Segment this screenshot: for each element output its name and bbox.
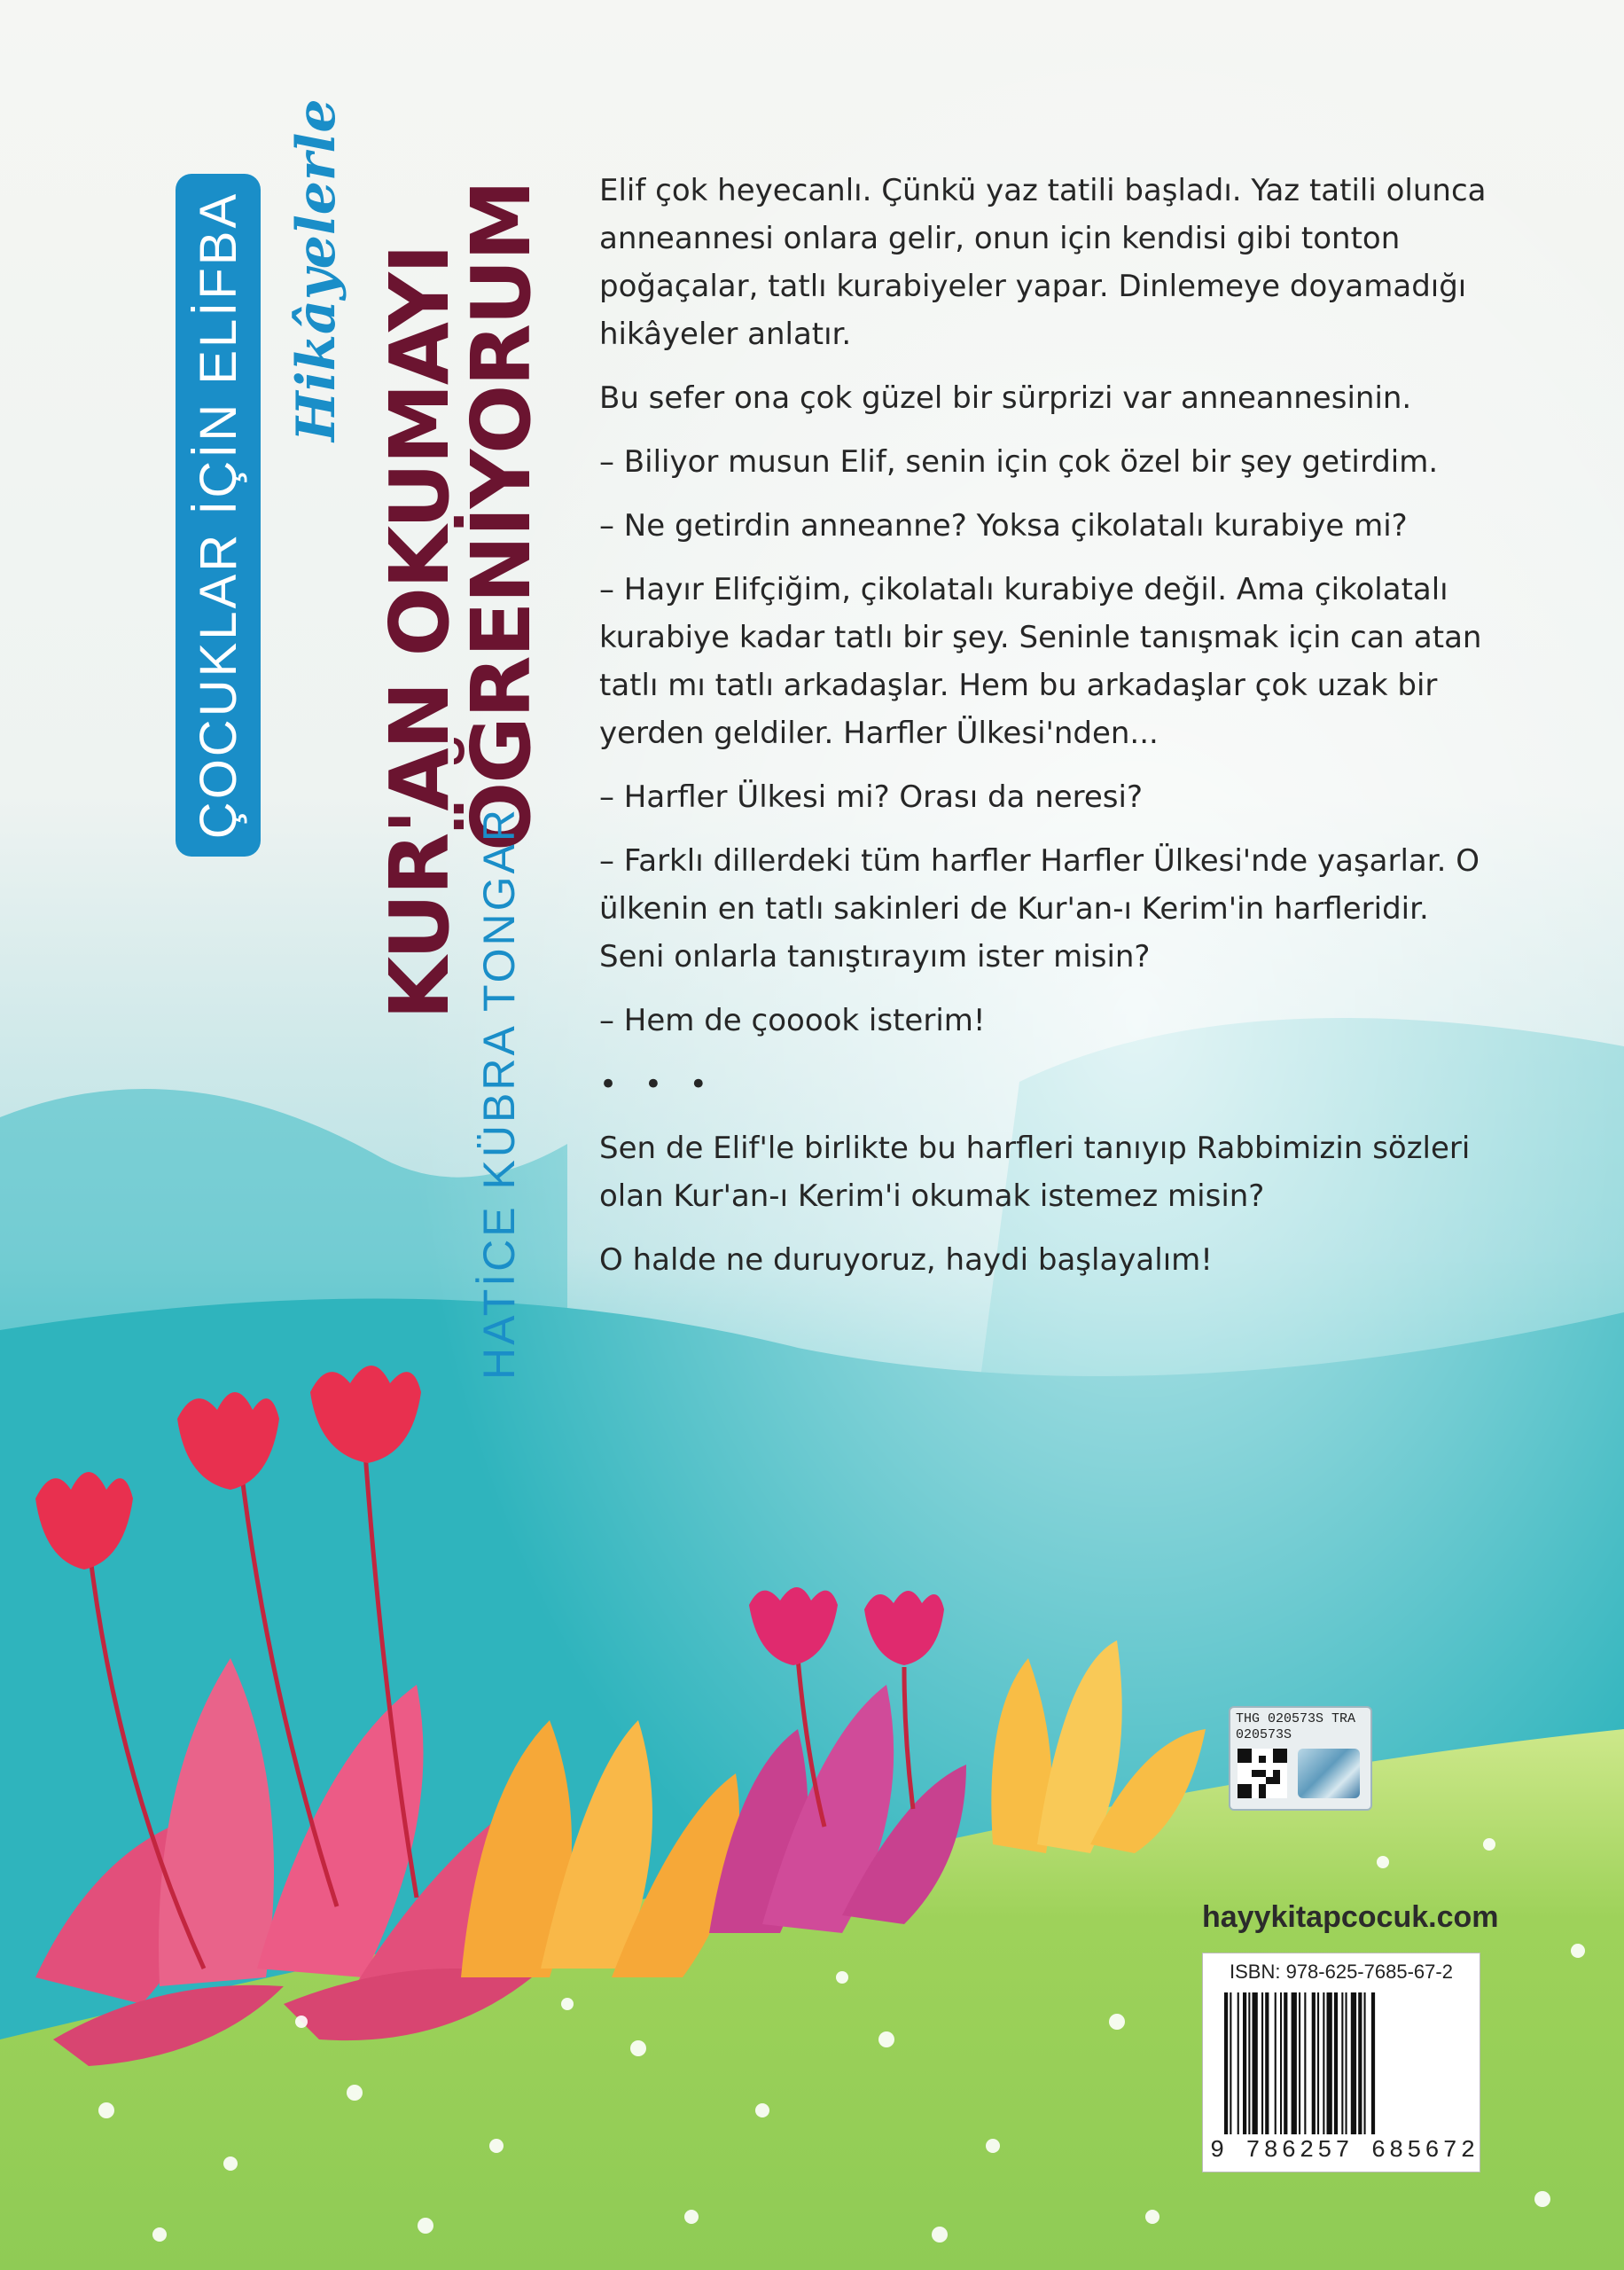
bandrol-sticker <box>1229 1706 1372 1811</box>
hologram-icon <box>1298 1749 1360 1798</box>
story-paragraph: – Harfler Ülkesi mi? Orası da neresi? <box>599 779 1144 815</box>
story-paragraph: – Ne getirdin anneanne? Yoksa çikolatalı kurabiye mi? <box>599 508 1408 544</box>
barcode-bar <box>1253 1992 1258 2134</box>
barcode-bar <box>1364 1992 1366 2134</box>
isbn-number: ISBN: 978-625-7685-67-2 <box>1230 1961 1453 1983</box>
story-paragraph: Elif çok heyecanlı. Çünkü yaz tatili başladı. Yaz tatili olunca anneannesi onlara gelir, onun için kendisi gibi tonton poğaçalar, tatlı kurabiyeler yapar. Dinlemeye doyamadığı hikâyeler anlatır. <box>599 173 1487 352</box>
series-label: ÇOCUKLAR İÇİN ELİFBA <box>189 191 247 840</box>
author-name: HATİCE KÜBRA TONGAR <box>474 806 524 1380</box>
series-badge <box>176 174 261 857</box>
story-paragraph: – Farklı dillerdeki tüm harfler Harfler Ülkesi'nde yaşarlar. O ülkenin en tatlı sakinleri de Kur'an-ı Kerim'in harfleridir. Seni onlarla tanıştırayım ister misin? <box>599 843 1480 975</box>
barcode-bar <box>1243 1992 1246 2134</box>
title-line-2: ÖĞRENİYORUM <box>454 181 549 851</box>
subtitle: Hikâyelerle <box>285 98 347 442</box>
section-break: • • • <box>599 1067 716 1102</box>
barcode-bar <box>1317 1992 1319 2134</box>
title-line-1: KUR'AN OKUMAYI <box>372 246 467 1020</box>
barcode-bar <box>1334 1992 1338 2134</box>
sticker-serial: 020573S <box>1236 1727 1292 1742</box>
barcode <box>1224 1992 1458 2134</box>
barcode-bar <box>1261 1992 1263 2134</box>
barcode-bar <box>1358 1992 1362 2134</box>
barcode-bar <box>1351 1992 1356 2134</box>
story-paragraph: O halde ne duruyoruz, haydi başlayalım! <box>599 1242 1213 1278</box>
barcode-bar <box>1327 1992 1332 2134</box>
barcode-bar <box>1224 1992 1228 2134</box>
barcode-bar <box>1248 1992 1250 2134</box>
publisher-website: hayykitapcocuk.com <box>1202 1900 1499 1934</box>
barcode-bar <box>1280 1992 1282 2134</box>
ean-digits: 9 786257 685672 <box>1210 2138 1480 2164</box>
barcode-bar <box>1371 1992 1375 2134</box>
story-paragraph: – Hayır Elifçiğim, çikolatalı kurabiye değil. Ama çikolatalı kurabiye kadar tatlı bir şey. Seninle tanışmak için can atan tatlı mı tatlı arkadaşlar. Hem bu arkadaşlar çok uzak bir yerden geldiler. Harfler Ülkesi'nden... <box>599 572 1482 751</box>
barcode-bar <box>1265 1992 1269 2134</box>
barcode-bar <box>1275 1992 1277 2134</box>
story-paragraph: Bu sefer ona çok güzel bir sürprizi var anneannesinin. <box>599 380 1412 416</box>
sticker-code: THG 020573S TRA <box>1236 1711 1356 1726</box>
barcode-bar <box>1238 1992 1239 2134</box>
barcode-bar <box>1346 1992 1347 2134</box>
story-paragraph: – Hem de çooook isterim! <box>599 1003 986 1038</box>
story-text <box>599 167 1503 1300</box>
story-paragraph: Sen de Elif'le birlikte bu harfleri tanıyıp Rabbimizin sözleri olan Kur'an-ı Kerim'i okumak istemez misin? <box>599 1131 1471 1214</box>
barcode-bar <box>1284 1992 1287 2134</box>
barcode-bar <box>1304 1992 1306 2134</box>
story-paragraph: – Biliyor musun Elif, senin için çok özel bir şey getirdim. <box>599 444 1439 480</box>
qr-code-icon <box>1238 1749 1287 1798</box>
barcode-bar <box>1230 1992 1231 2134</box>
barcode-bar <box>1323 1992 1324 2134</box>
barcode-bar <box>1341 1992 1343 2134</box>
barcode-bar <box>1299 1992 1300 2134</box>
barcode-bar <box>1312 1992 1316 2134</box>
barcode-bar <box>1292 1992 1297 2134</box>
barcode-panel <box>1202 1953 1480 2172</box>
